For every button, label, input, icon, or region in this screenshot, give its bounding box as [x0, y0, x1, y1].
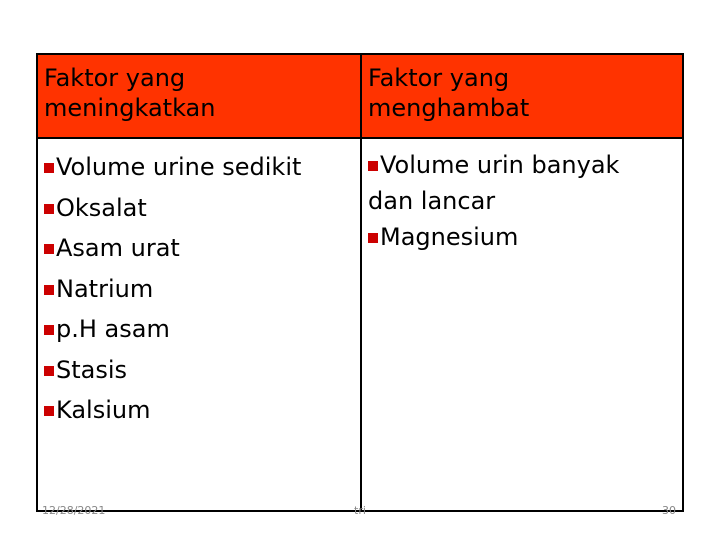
bullet-icon [44, 244, 54, 254]
footer-date: 12/28/2021 [42, 504, 106, 517]
bullet-icon [44, 163, 54, 173]
inhibiting-factors-list [368, 147, 668, 255]
list-item: Natrium [44, 269, 354, 310]
footer-author: tri [354, 504, 366, 517]
bullet-icon [368, 161, 378, 171]
bullet-icon [44, 325, 54, 335]
list-item: Oksalat [44, 188, 354, 229]
list-item: Magnesium [368, 219, 668, 255]
bullet-icon [44, 204, 54, 214]
header-increasing-factors: Faktor yang meningkatkan [44, 64, 216, 122]
increasing-factors-list [44, 147, 354, 431]
header-inhibiting-factors: Faktor yang menghambat [368, 64, 530, 122]
column-divider [360, 55, 362, 510]
list-item: Kalsium [44, 390, 354, 431]
bullet-icon [44, 406, 54, 416]
list-item: Asam urat [44, 228, 354, 269]
bullet-icon [44, 366, 54, 376]
bullet-icon [44, 285, 54, 295]
comparison-table [36, 53, 684, 512]
bullet-icon [368, 233, 378, 243]
footer-page-number: 30 [662, 504, 676, 517]
list-item: Stasis [44, 350, 354, 391]
list-item: Volume urin banyak dan lancar [368, 151, 620, 215]
list-item: Volume urine sedikit [44, 147, 354, 188]
list-item: p.H asam [44, 309, 354, 350]
